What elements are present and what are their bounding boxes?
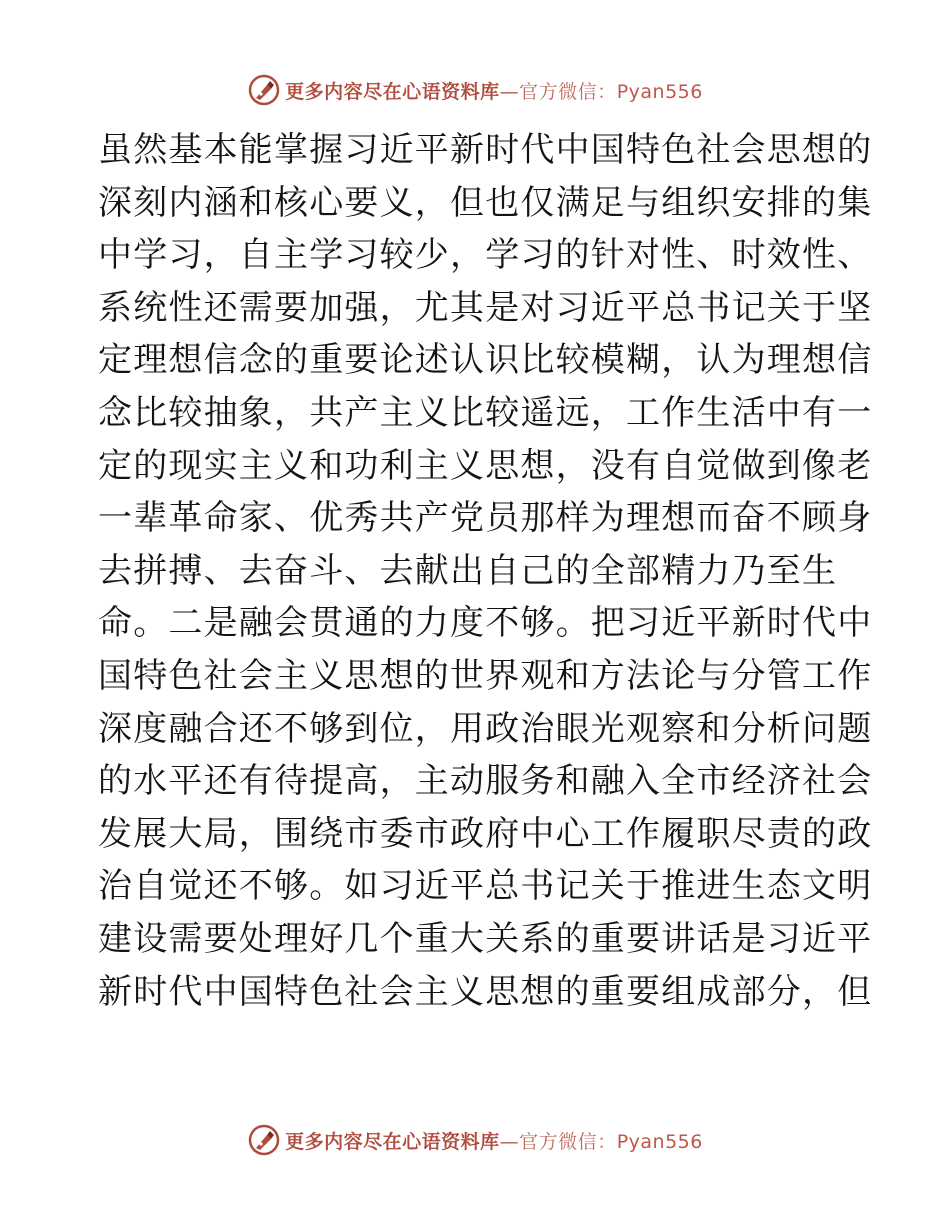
- banner-text: [285, 77, 703, 104]
- banner-wechat-label: 官方微信：: [519, 80, 617, 103]
- text-line: 深刻内涵和核心要义，但也仅满足与组织安排的集: [98, 182, 873, 223]
- text-line: 深度融合还不够到位，用政治眼光观察和分析问题: [98, 708, 873, 749]
- text-line: 新时代中国特色社会主义思想的重要组成部分，但: [98, 971, 873, 1012]
- text-line: 建设需要处理好几个重大关系的重要讲话是习近平: [98, 918, 873, 959]
- banner-brand: 更多内容尽在心语资料库: [285, 1130, 500, 1153]
- text-line: 系统性还需要加强，尤其是对习近平总书记关于坚: [98, 287, 873, 328]
- text-line: 定的现实主义和功利主义思想，没有自觉做到像老: [98, 445, 873, 486]
- text-line: 念比较抽象，共产主义比较遥远，工作生活中有一: [98, 392, 873, 433]
- banner-wechat-label: 官方微信：: [519, 1130, 617, 1153]
- pen-nib-logo-icon: [247, 1123, 281, 1157]
- banner-dash: —: [499, 80, 520, 103]
- banner-wechat-id: Pyan556: [616, 1130, 703, 1153]
- document-body: [98, 124, 873, 1018]
- banner-wechat-id: Pyan556: [616, 80, 703, 103]
- pen-nib-logo-icon: [247, 73, 281, 107]
- text-line: 命。二是融会贯通的力度不够。把习近平新时代中: [98, 603, 873, 644]
- text-line: 的水平还有待提高，主动服务和融入全市经济社会: [98, 761, 873, 802]
- text-line: 定理想信念的重要论述认识比较模糊，认为理想信: [98, 340, 873, 381]
- text-line: 去拼搏、去奋斗、去献出自己的全部精力乃至生: [98, 550, 838, 591]
- text-line: 治自觉还不够。如习近平总书记关于推进生态文明: [98, 866, 873, 907]
- text-line: 国特色社会主义思想的世界观和方法论与分管工作: [98, 655, 873, 696]
- text-line: 虽然基本能掌握习近平新时代中国特色社会思想的: [98, 130, 873, 170]
- banner-dash: —: [499, 1130, 520, 1153]
- banner-brand: 更多内容尽在心语资料库: [285, 80, 500, 103]
- banner-text: [285, 1127, 703, 1154]
- footer-banner: [0, 1120, 950, 1160]
- text-line: 中学习，自主学习较少，学习的针对性、时效性、: [98, 235, 873, 276]
- text-line: 发展大局，围绕市委市政府中心工作履职尽责的政: [98, 813, 873, 854]
- header-banner: [0, 70, 950, 110]
- text-line: 一辈革命家、优秀共产党员那样为理想而奋不顾身: [98, 498, 873, 539]
